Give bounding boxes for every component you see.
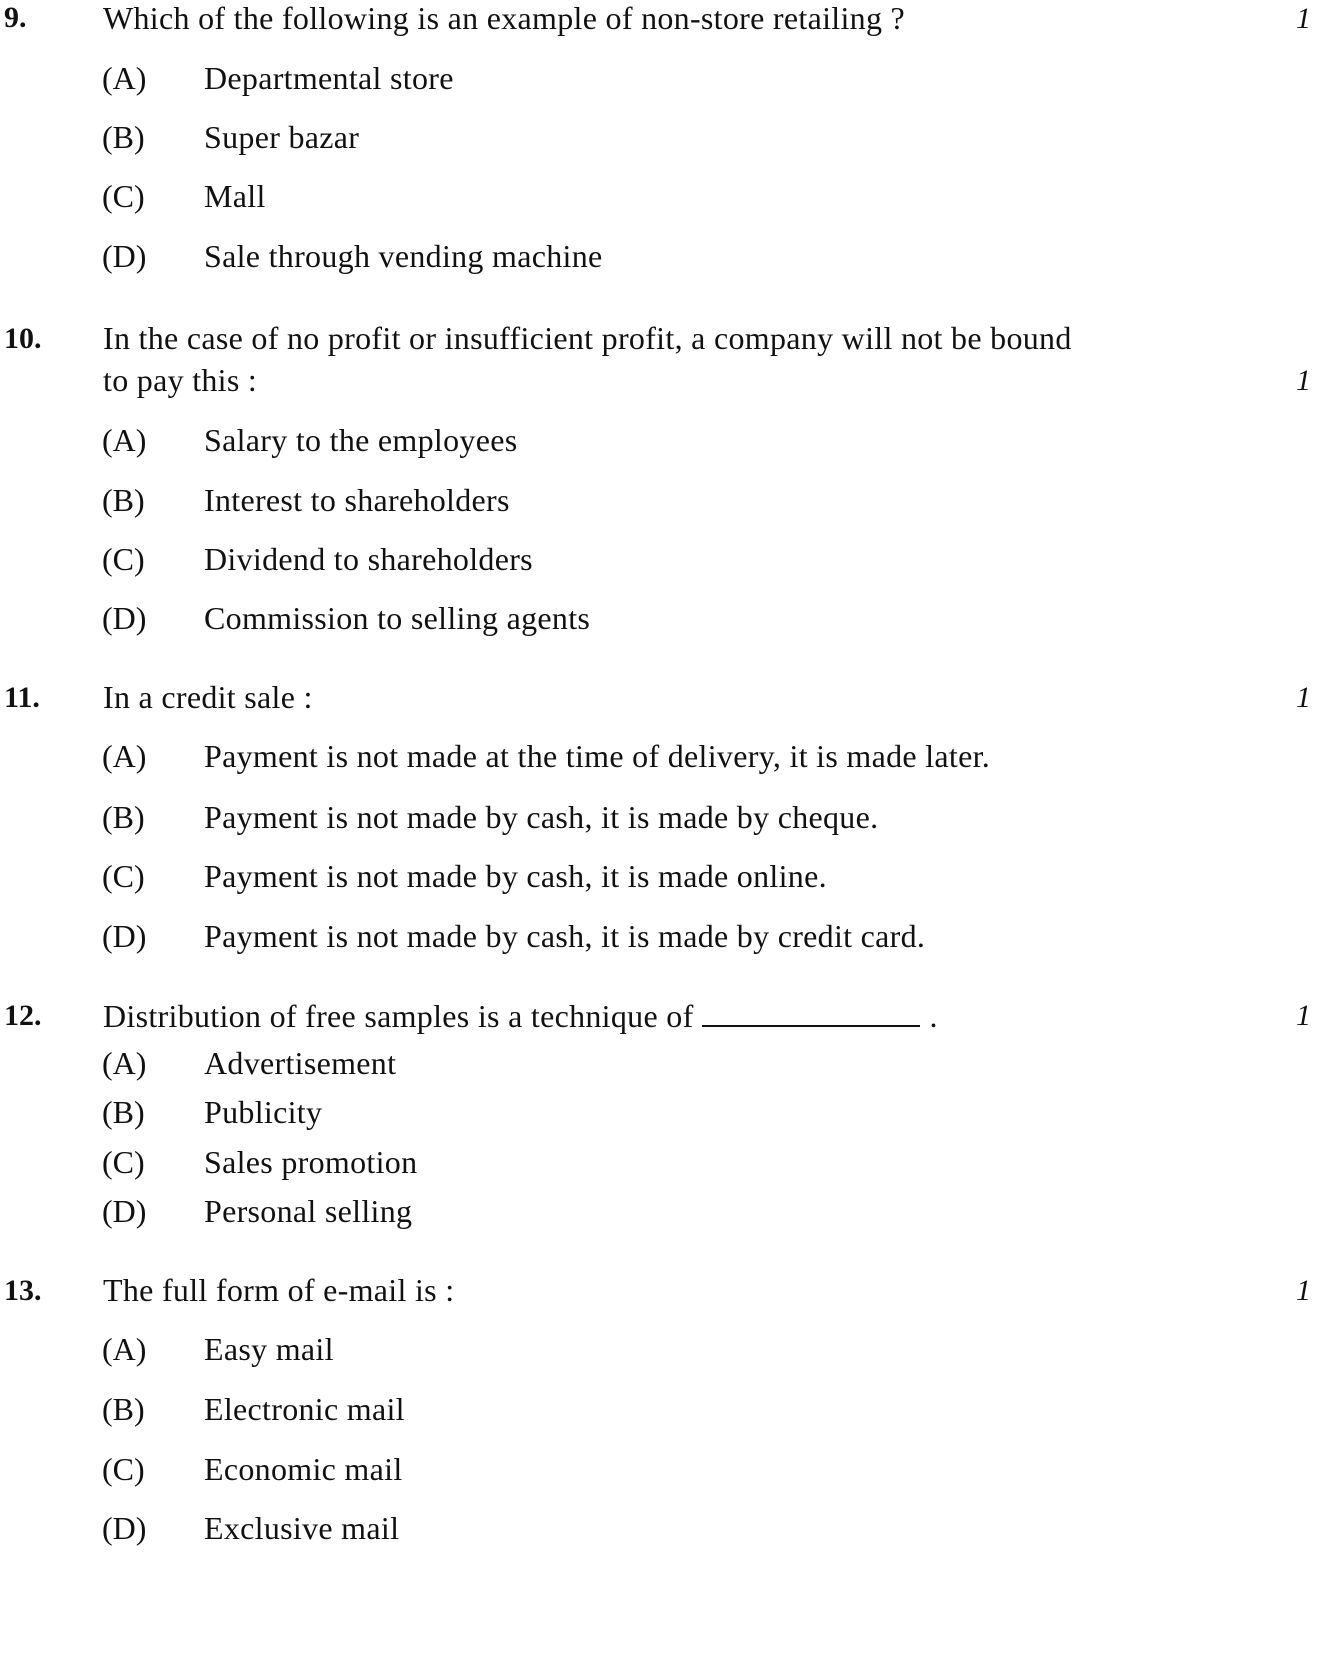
question-text-end: . xyxy=(929,998,938,1034)
question-marks: 1 xyxy=(1296,364,1311,397)
option-label: (D) xyxy=(102,1510,147,1546)
option-label: (D) xyxy=(102,600,147,636)
option-text: Mall xyxy=(204,178,266,214)
question-number: 10. xyxy=(4,322,42,355)
option-label: (C) xyxy=(102,1451,145,1487)
option-label: (D) xyxy=(102,918,147,954)
fill-in-blank xyxy=(702,999,920,1027)
option-label: (A) xyxy=(102,1045,147,1081)
option-text: Departmental store xyxy=(204,60,454,96)
question-marks: 1 xyxy=(1296,681,1311,714)
option-label: (A) xyxy=(102,422,147,458)
option-label: (B) xyxy=(102,1391,145,1427)
question-marks: 1 xyxy=(1296,1274,1311,1307)
question-number: 11. xyxy=(4,681,40,714)
option-label: (A) xyxy=(102,60,147,96)
question-text-line-1: In the case of no profit or insufficient profit, a company will not be bound xyxy=(103,320,1072,356)
option-text: Sales promotion xyxy=(204,1144,418,1180)
question-text: In a credit sale : xyxy=(103,679,313,715)
question-marks: 1 xyxy=(1296,2,1311,35)
option-text: Personal selling xyxy=(204,1193,413,1229)
option-text: Economic mail xyxy=(204,1451,403,1487)
option-text: Dividend to shareholders xyxy=(204,541,533,577)
option-text: Payment is not made by cash, it is made by credit card. xyxy=(204,918,926,954)
question-marks: 1 xyxy=(1296,999,1311,1032)
option-text: Payment is not made by cash, it is made by cheque. xyxy=(204,799,879,835)
option-label: (B) xyxy=(102,1094,145,1130)
option-text: Salary to the employees xyxy=(204,422,518,458)
option-text: Advertisement xyxy=(204,1045,397,1081)
option-text: Easy mail xyxy=(204,1331,334,1367)
option-label: (B) xyxy=(102,119,145,155)
option-label: (D) xyxy=(102,1193,147,1229)
option-text: Payment is not made at the time of delivery, it is made later. xyxy=(204,738,991,774)
question-number: 12. xyxy=(4,999,42,1032)
question-text-line-2: to pay this : xyxy=(103,362,258,398)
option-text: Payment is not made by cash, it is made online. xyxy=(204,858,827,894)
question-text-main: Distribution of free samples is a technique of xyxy=(103,998,694,1034)
option-label: (B) xyxy=(102,799,145,835)
option-text: Commission to selling agents xyxy=(204,600,591,636)
option-label: (C) xyxy=(102,858,145,894)
question-text xyxy=(103,999,938,1032)
option-label: (D) xyxy=(102,238,147,274)
option-text: Super bazar xyxy=(204,119,360,155)
option-text: Interest to shareholders xyxy=(204,482,510,518)
option-text: Publicity xyxy=(204,1094,323,1130)
option-label: (A) xyxy=(102,1331,147,1367)
question-text: The full form of e-mail is : xyxy=(103,1272,455,1308)
option-text: Sale through vending machine xyxy=(204,238,603,274)
question-number: 9. xyxy=(4,1,27,34)
option-label: (C) xyxy=(102,541,145,577)
option-text: Exclusive mail xyxy=(204,1510,400,1546)
option-text: Electronic mail xyxy=(204,1391,405,1427)
option-label: (A) xyxy=(102,738,147,774)
option-label: (C) xyxy=(102,1144,145,1180)
question-number: 13. xyxy=(4,1274,42,1307)
option-label: (B) xyxy=(102,482,145,518)
question-text: Which of the following is an example of non-store retailing ? xyxy=(103,0,906,36)
option-label: (C) xyxy=(102,178,145,214)
